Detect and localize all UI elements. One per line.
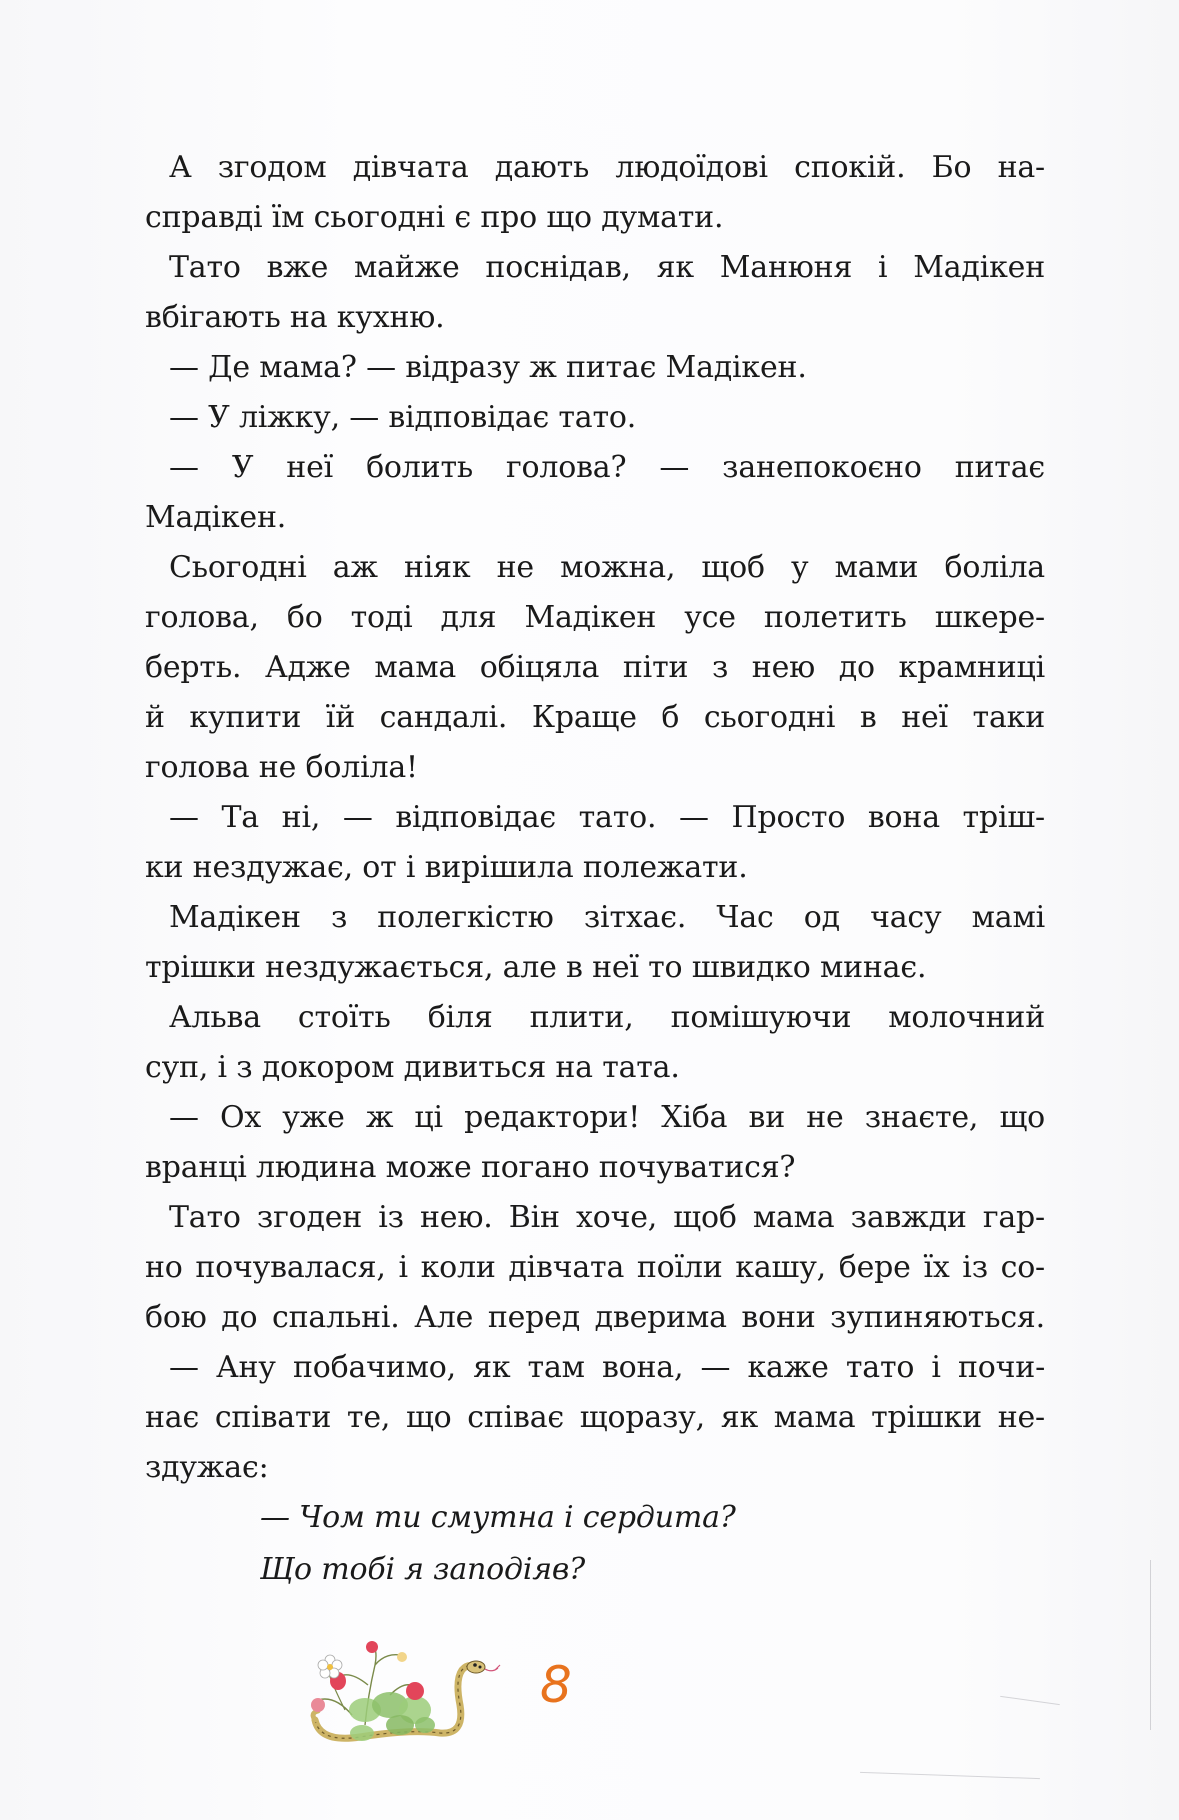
- text-line: трішки нездужається, але в неї то швидко минає.: [145, 950, 927, 985]
- text-line: — Де мама? — відразу ж питає Мадікен.: [169, 350, 807, 385]
- text-line: Мадікен з полегкістю зітхає. Час од часу мамі: [169, 900, 1045, 935]
- scan-scratch: [860, 1772, 1040, 1779]
- page-number: 8: [540, 1656, 572, 1714]
- text-line: — Ох уже ж ці редактори! Хіба ви не знаєте, що: [169, 1100, 1045, 1135]
- text-line: Мадікен.: [145, 500, 287, 535]
- text-line: голова, бо тоді для Мадікен усе полетить шкере-: [145, 600, 1045, 635]
- text-line: Сьогодні аж ніяк не можна, щоб у мами боліла: [169, 550, 1045, 585]
- text-line: суп, і з докором дивиться на тата.: [145, 1050, 680, 1085]
- text-line: но почувалася, і коли дівчата поїли кашу, бере їх із со-: [145, 1250, 1045, 1285]
- text-line: й купити їй сандалі. Краще б сьогодні в неї таки: [145, 700, 1045, 735]
- text-line: Альва стоїть біля плити, помішуючи молочний: [169, 1000, 1045, 1035]
- text-line: — Та ні, — відповідає тато. — Просто вона тріш-: [169, 800, 1045, 835]
- strawberry-snake-illustration: [290, 1625, 510, 1755]
- scan-scratch: [1150, 1560, 1151, 1730]
- text-line: — У ліжку, — відповідає тато.: [169, 400, 637, 435]
- text-line: здужає:: [145, 1450, 269, 1485]
- text-line: ки нездужає, от і вирішила полежати.: [145, 850, 748, 885]
- text-line: Тато вже майже поснідав, як Манюня і Мадікен: [169, 250, 1045, 285]
- text-line: вранці людина може погано почуватися?: [145, 1150, 796, 1185]
- text-line: Тато згоден із нею. Він хоче, щоб мама завжди гар-: [169, 1200, 1045, 1235]
- text-line: нає співати те, що співає щоразу, як мама трішки не-: [145, 1400, 1045, 1435]
- text-line: голова не боліла!: [145, 750, 418, 785]
- verse-line: — Чом ти смутна і сердита?: [260, 1500, 736, 1535]
- text-line: А згодом дівчата дають людоїдові спокій. Бо на-: [169, 150, 1045, 185]
- text-line: берть. Адже мама обіцяла піти з нею до крамниці: [145, 650, 1045, 685]
- scan-scratch: [1000, 1696, 1060, 1705]
- text-line: вбігають на кухню.: [145, 300, 445, 335]
- text-line: — У неї болить голова? — занепокоєно питає: [169, 450, 1045, 485]
- verse-line: Що тобі я заподіяв?: [260, 1552, 586, 1587]
- body-text: [145, 143, 1045, 1595]
- text-line: справді їм сьогодні є про що думати.: [145, 200, 724, 235]
- text-line: бою до спальні. Але перед дверима вони зупиняються.: [145, 1300, 1045, 1335]
- text-line: — Ану побачимо, як там вона, — каже тато і почи-: [169, 1350, 1045, 1385]
